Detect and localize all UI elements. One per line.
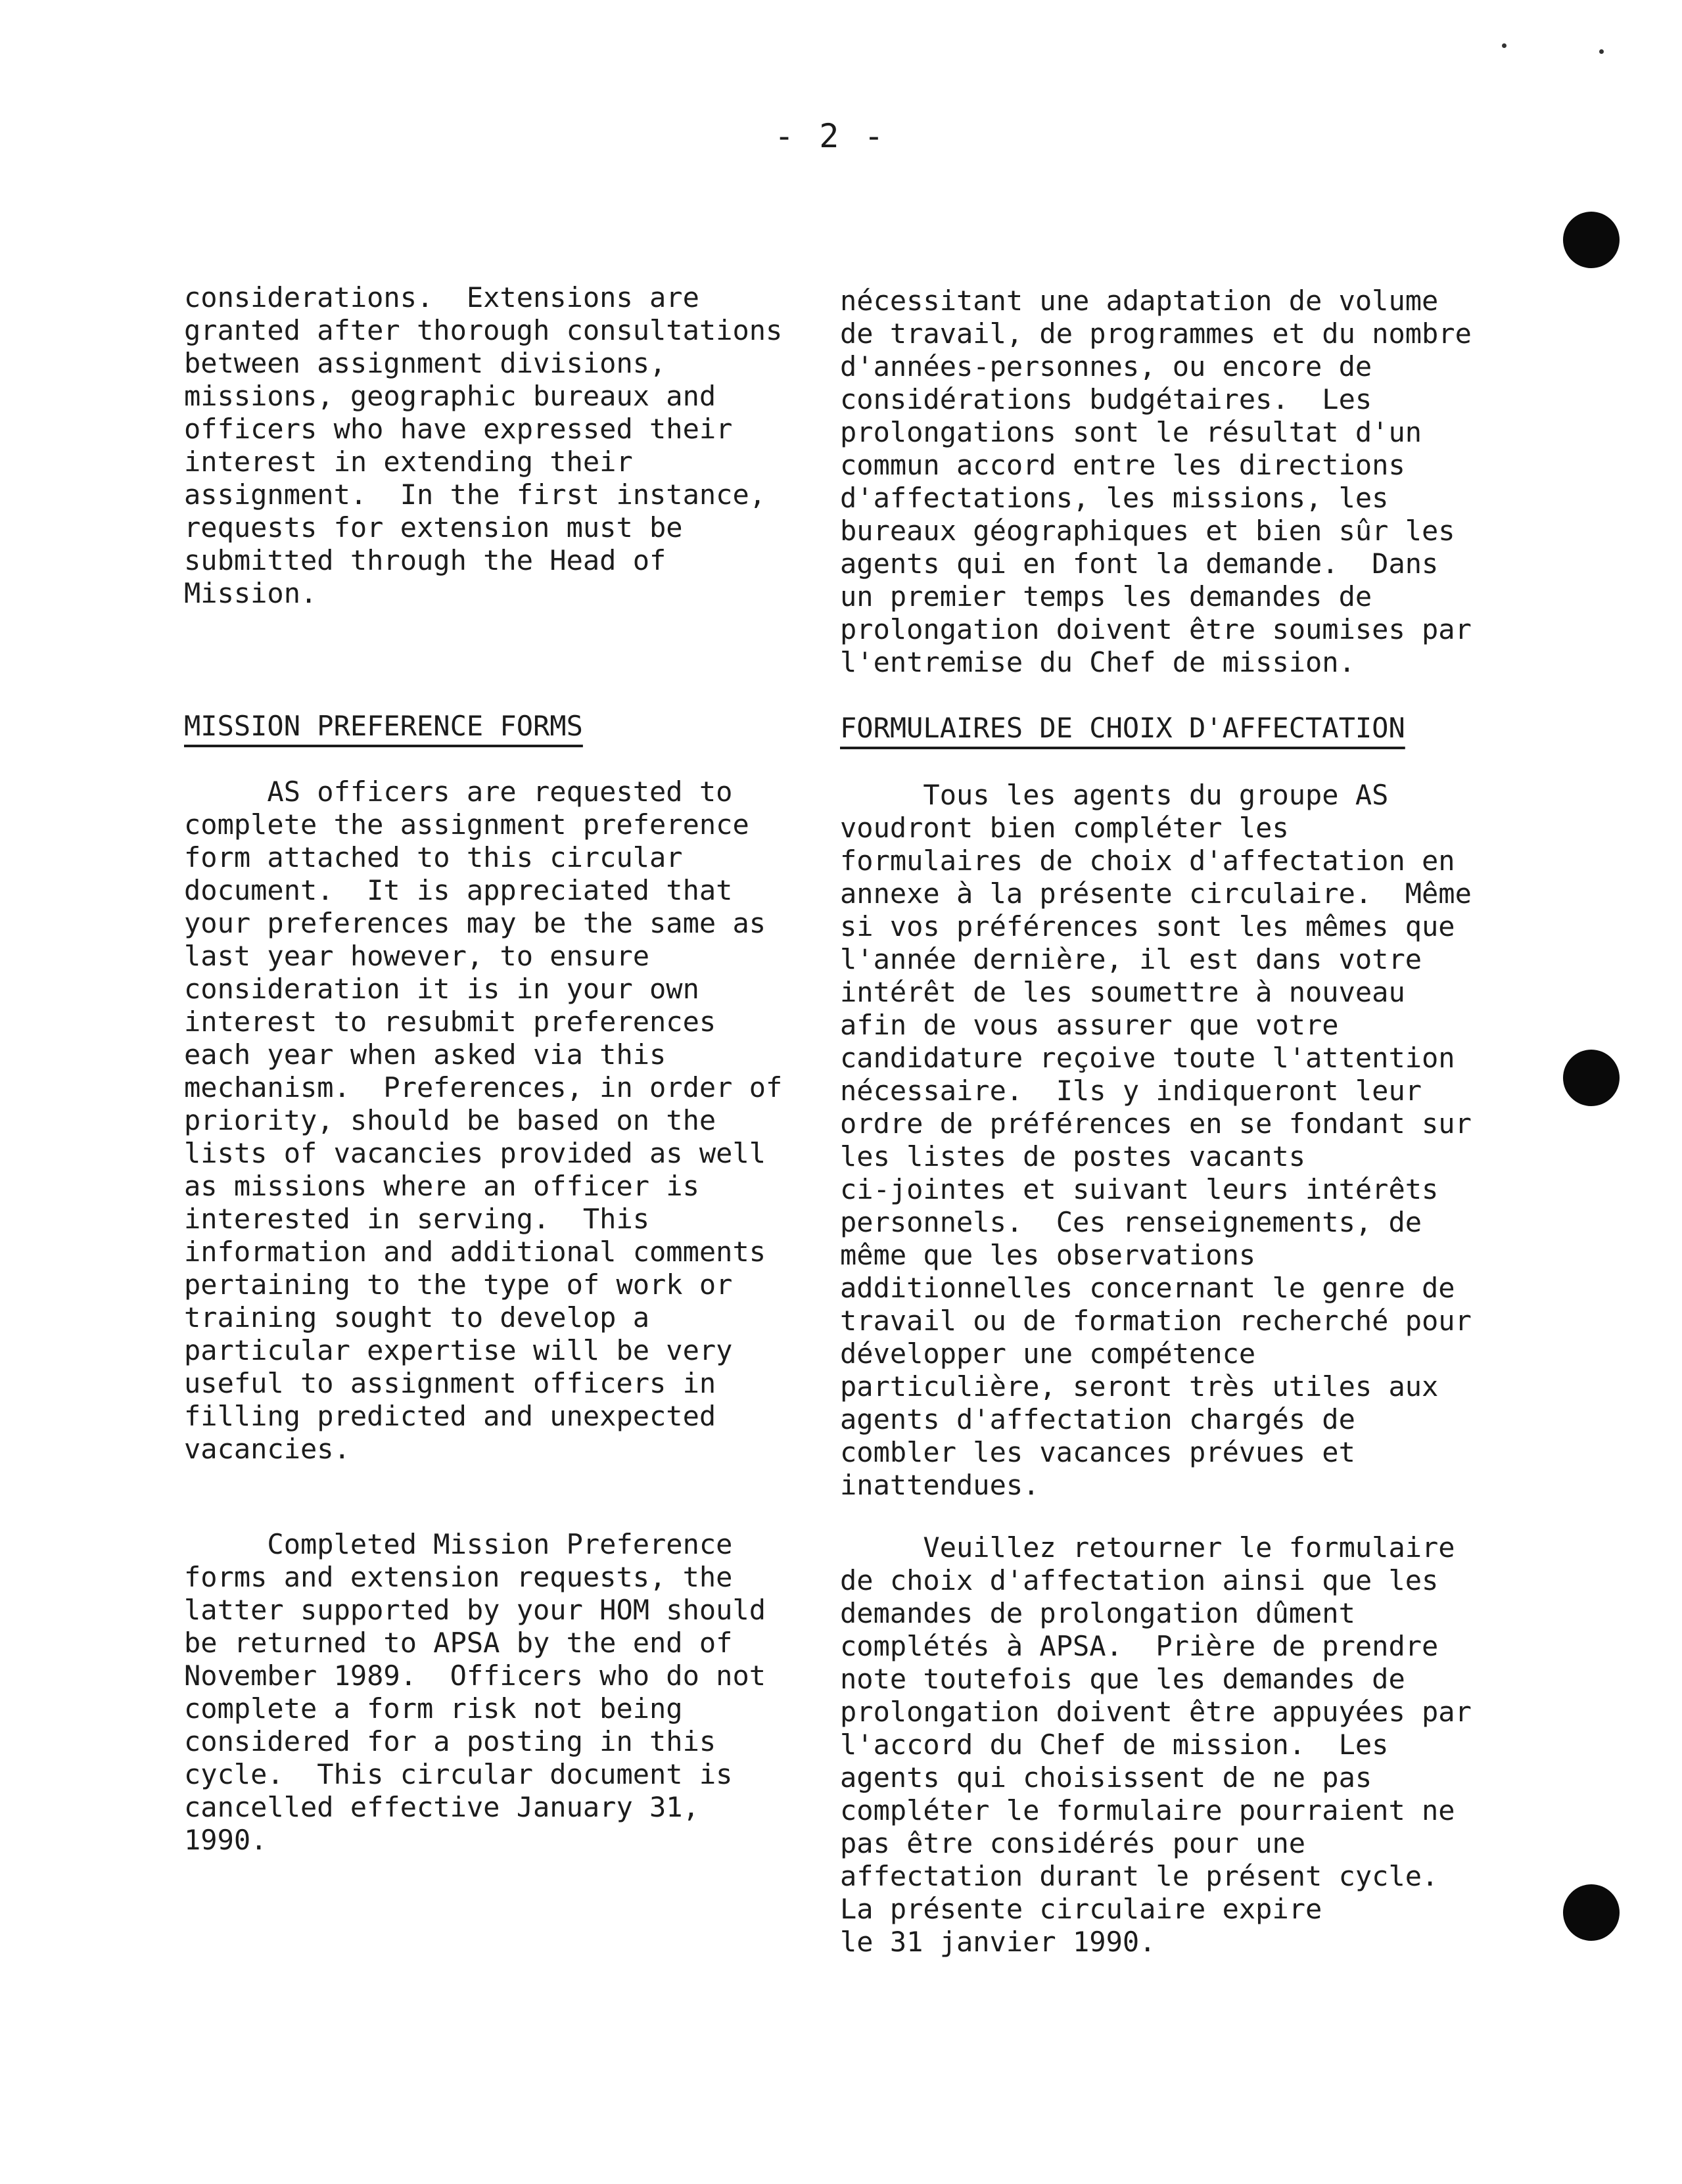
punch-hole-bottom [1563, 1884, 1620, 1941]
scan-speck [1599, 49, 1604, 54]
left-heading-mission-preference-forms: MISSION PREFERENCE FORMS [184, 710, 583, 742]
punch-hole-top [1563, 212, 1620, 268]
right-heading-formulaires: FORMULAIRES DE CHOIX D'AFFECTATION [840, 712, 1405, 744]
right-paragraph-prolongations: nécessitant une adaptation de volume de travail, de programmes et du nombre d'années-personnes, ou encore de considérations budgétaires. Les prolongations sont le résultat d'un commun accord entre les directions d'affectations, les missions, les bureaux géographiques et bien sûr les agents qui en font la demande. Dans un premier temps les demandes de prolongation doivent être soumises par l'entremise du Chef de mission. [840, 285, 1472, 678]
punch-hole-middle [1563, 1050, 1620, 1106]
left-paragraph-preference-forms: AS officers are requested to complete the assignment preference form attached to this circular document. It is appreciated that your preferences may be the same as last year however, to ensure consideration it is in your own interest to resubmit preferences each year when asked via this mechanism. Preferences, in order of priority, should be based on the lists of vacancies provided as well as missions where an officer is interested in serving. This information and additional comments pertaining to the type of work or training sought to develop a particular expertise will be very useful to assignment officers in filling predicted and unexpected vacancies. [184, 776, 783, 1465]
left-paragraph-completed-forms: Completed Mission Preference forms and extension requests, the latter supported by your HOM should be returned to APSA by the end of November 1989. Officers who do not complete a form risk not being considered for a posting in this cycle. This circular document is cancelled effective January 31, 1990. [184, 1528, 766, 1856]
scan-speck [1502, 43, 1507, 48]
right-paragraph-formulaires: Tous les agents du groupe AS voudront bien compléter les formulaires de choix d'affectation en annexe à la présente circulaire. Même si vos préférences sont les mêmes que l'année dernière, il est dans votre intérêt de les soumettre à nouveau afin de vous assurer que votre candidature reçoive toute l'attention nécessaire. Ils y indiqueront leur ordre de préférences en se fondant sur les listes de postes vacants ci-jointes et suivant leurs intérêts personnels. Ces renseignements, de même que les observations additionnelles concernant le genre de travail ou de formation recherché pour développer une compétence particulière, seront très utiles aux agents d'affectation chargés de combler les vacances prévues et inattendues. [840, 779, 1472, 1501]
page-number: - 2 - [774, 117, 887, 155]
right-paragraph-veuillez-retourner: Veuillez retourner le formulaire de choix d'affectation ainsi que les demandes de prolongation dûment complétés à APSA. Prière de prendre note toutefois que les demandes de prolongation doivent être appuyées par l'accord du Chef de mission. Les agents qui choisissent de ne pas compléter le formulaire pourraient ne pas être considérés pour une affectation durant le présent cycle. La présente circulaire expire le 31 janvier 1990. [840, 1531, 1472, 1958]
left-paragraph-extensions: considerations. Extensions are granted after thorough consultations between assignment divisions, missions, geographic bureaux and officers who have expressed their interest in extending their assignment. In the first instance, requests for extension must be submitted through the Head of Mission. [184, 281, 783, 609]
